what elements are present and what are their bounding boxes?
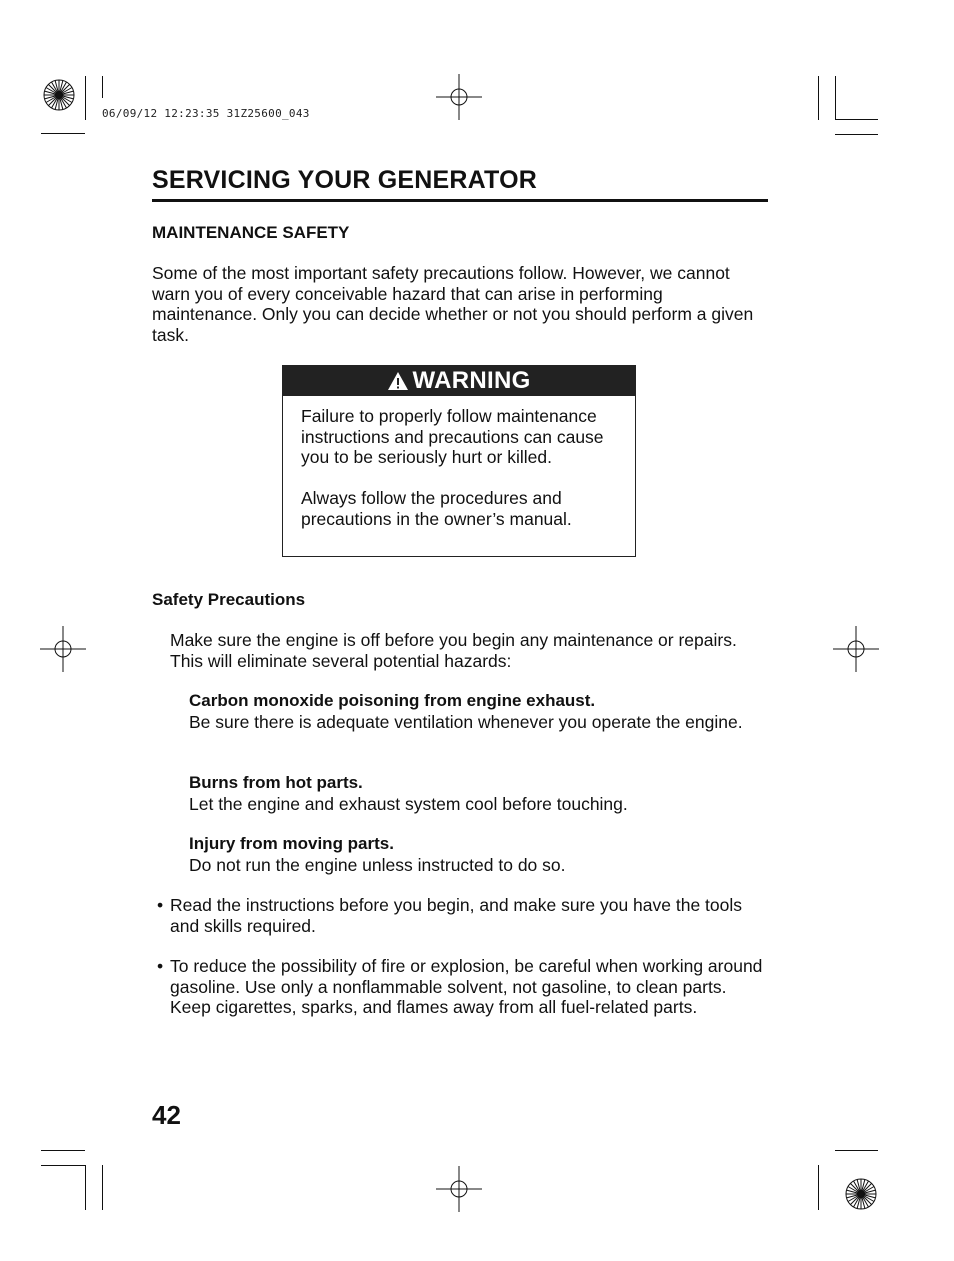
warning-triangle-icon <box>387 371 409 391</box>
crop-mark <box>102 76 103 98</box>
hazard-text: Do not run the engine unless instructed to do so. <box>189 854 566 875</box>
crosshair-icon <box>833 626 879 672</box>
hazard-text: Let the engine and exhaust system cool before touching. <box>189 793 628 814</box>
maintenance-safety-heading: MAINTENANCE SAFETY <box>152 223 350 242</box>
hazard-title: Carbon monoxide poisoning from engine exhaust. <box>189 691 596 710</box>
hazard-title: Burns from hot parts. <box>189 773 363 792</box>
bullet-text: To reduce the possibility of fire or explosion, be careful when working around gasoline. Use only a nonflammable solvent, not gasoline, to clean parts. Keep cigarettes, sparks, and flames away from all fuel-related parts. <box>170 956 763 1017</box>
safety-precautions-heading: Safety Precautions <box>152 590 306 609</box>
intro-paragraph: Some of the most important safety precautions follow. However, we cannot warn you of every conceivable hazard that can arise in performing maintenance. Only you can decide whether or not you should perform a given task. <box>152 263 754 345</box>
crop-mark <box>818 76 819 120</box>
warning-box <box>282 365 636 557</box>
crop-mark <box>835 1150 878 1151</box>
warning-header <box>283 366 635 396</box>
title-rule <box>152 199 768 202</box>
bullet-dot: • <box>157 956 164 976</box>
hazard-item <box>189 773 769 814</box>
warning-text: Always follow the procedures and precautions in the owner’s manual. <box>301 488 572 529</box>
warning-body <box>301 406 631 550</box>
crop-mark <box>835 76 836 120</box>
registration-sunburst-icon <box>844 1177 878 1211</box>
page-number: 42 <box>152 1100 181 1130</box>
bullet-item <box>157 956 772 1018</box>
warning-label: WARNING <box>412 367 531 394</box>
crop-mark <box>835 134 878 135</box>
crop-mark <box>41 1150 85 1151</box>
crop-mark <box>41 1165 85 1166</box>
crop-mark <box>85 1165 86 1210</box>
bullet-text: Read the instructions before you begin, and make sure you have the tools and skills required. <box>170 895 743 936</box>
crosshair-icon <box>436 1166 482 1212</box>
bullet-item <box>157 895 772 936</box>
crop-mark <box>818 1165 819 1210</box>
hazard-title: Injury from moving parts. <box>189 834 394 853</box>
bullet-dot: • <box>157 895 164 915</box>
print-slug: 06/09/12 12:23:35 31Z25600_043 <box>102 107 310 120</box>
hazard-text: Be sure there is adequate ventilation whenever you operate the engine. <box>189 711 743 732</box>
hazard-item <box>189 691 769 732</box>
crosshair-icon <box>40 626 86 672</box>
lead-paragraph: Make sure the engine is off before you begin any maintenance or repairs. This will eliminate several potential hazards: <box>170 630 737 671</box>
section-title: SERVICING YOUR GENERATOR <box>152 166 537 194</box>
crop-mark <box>102 1165 103 1210</box>
registration-sunburst-icon <box>42 78 76 112</box>
crop-mark <box>41 133 85 134</box>
crop-mark <box>835 119 878 120</box>
warning-text: Failure to properly follow maintenance instructions and precautions can cause you to be seriously hurt or killed. <box>301 406 604 467</box>
crop-mark <box>85 76 86 120</box>
crosshair-icon <box>436 74 482 120</box>
hazard-item <box>189 834 769 875</box>
